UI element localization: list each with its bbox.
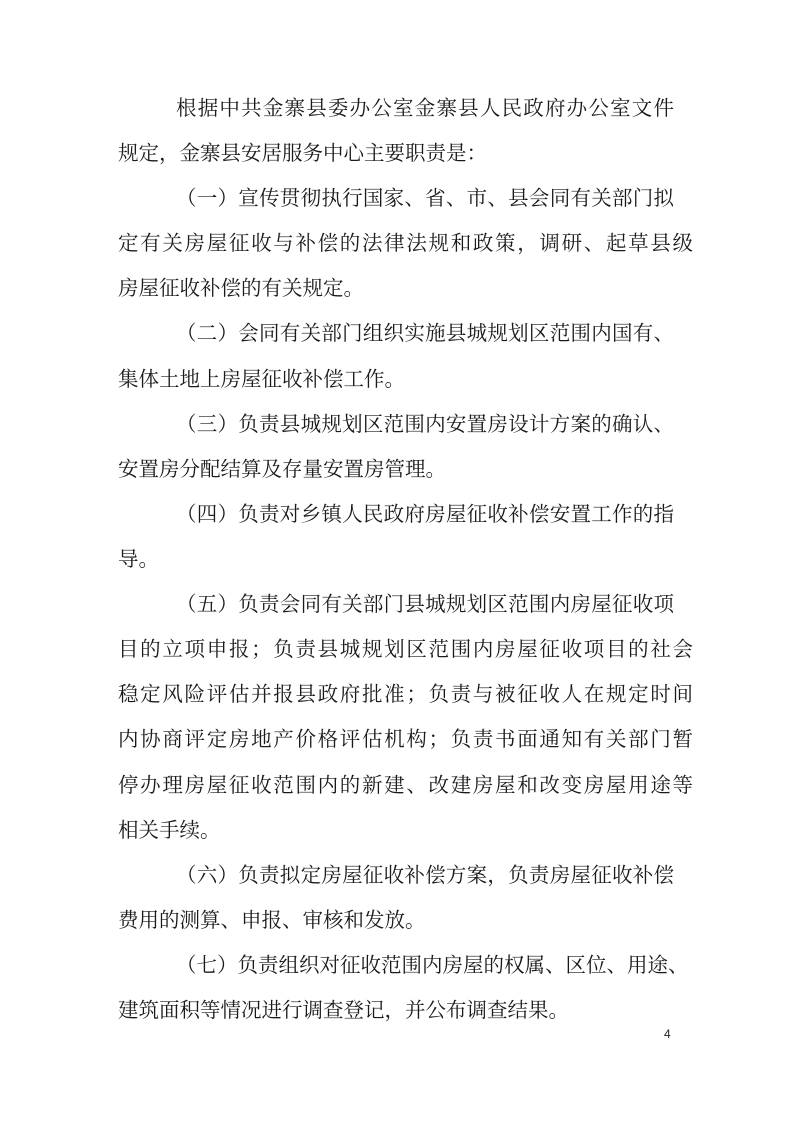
paragraph-line: （六）负责拟定房屋征收补偿方案，负责房屋征收补偿 [176, 863, 674, 887]
paragraph-line: （五）负责会同有关部门县城规划区范围内房屋征收项 [176, 592, 674, 616]
paragraph-line: （四）负责对乡镇人民政府房屋征收补偿安置工作的指 [176, 502, 674, 526]
paragraph-line: 停办理房屋征收范围内的新建、改建房屋和改变房屋用途等 [118, 773, 693, 797]
paragraph-line: 导。 [118, 547, 159, 571]
paragraph-line: 根据中共金寨县委办公室金寨县人民政府办公室文件 [176, 96, 674, 120]
paragraph-line: 房屋征收补偿的有关规定。 [118, 276, 364, 300]
paragraph-line: （三）负责县城规划区范围内安置房设计方案的确认、 [176, 412, 674, 436]
paragraph-line: （二）会同有关部门组织实施县城规划区范围内国有、 [176, 321, 674, 345]
paragraph-line: 定有关房屋征收与补偿的法律法规和政策，调研、起草县级 [118, 231, 693, 255]
paragraph-line: 集体土地上房屋征收补偿工作。 [118, 367, 405, 391]
paragraph-line: 安置房分配结算及存量安置房管理。 [118, 457, 446, 481]
page-number: 4 [664, 1027, 671, 1041]
paragraph-line: 内协商评定房地产价格评估机构；负责书面通知有关部门暂 [118, 727, 693, 751]
paragraph-line: 规定，金寨县安居服务中心主要职责是： [118, 141, 487, 165]
paragraph-line: 建筑面积等情况进行调查登记，并公布调查结果。 [118, 998, 569, 1022]
paragraph-line: （七）负责组织对征收范围内房屋的权属、区位、用途、 [176, 953, 689, 977]
paragraph-line: 稳定风险评估并报县政府批准；负责与被征收人在规定时间 [118, 682, 693, 706]
paragraph-line: （一）宣传贯彻执行国家、省、市、县会同有关部门拟 [176, 186, 674, 210]
paragraph-line: 相关手续。 [118, 818, 221, 842]
paragraph-line: 目的立项申报；负责县城规划区范围内房屋征收项目的社会 [118, 637, 693, 661]
paragraph-line: 费用的测算、申报、审核和发放。 [118, 908, 426, 932]
